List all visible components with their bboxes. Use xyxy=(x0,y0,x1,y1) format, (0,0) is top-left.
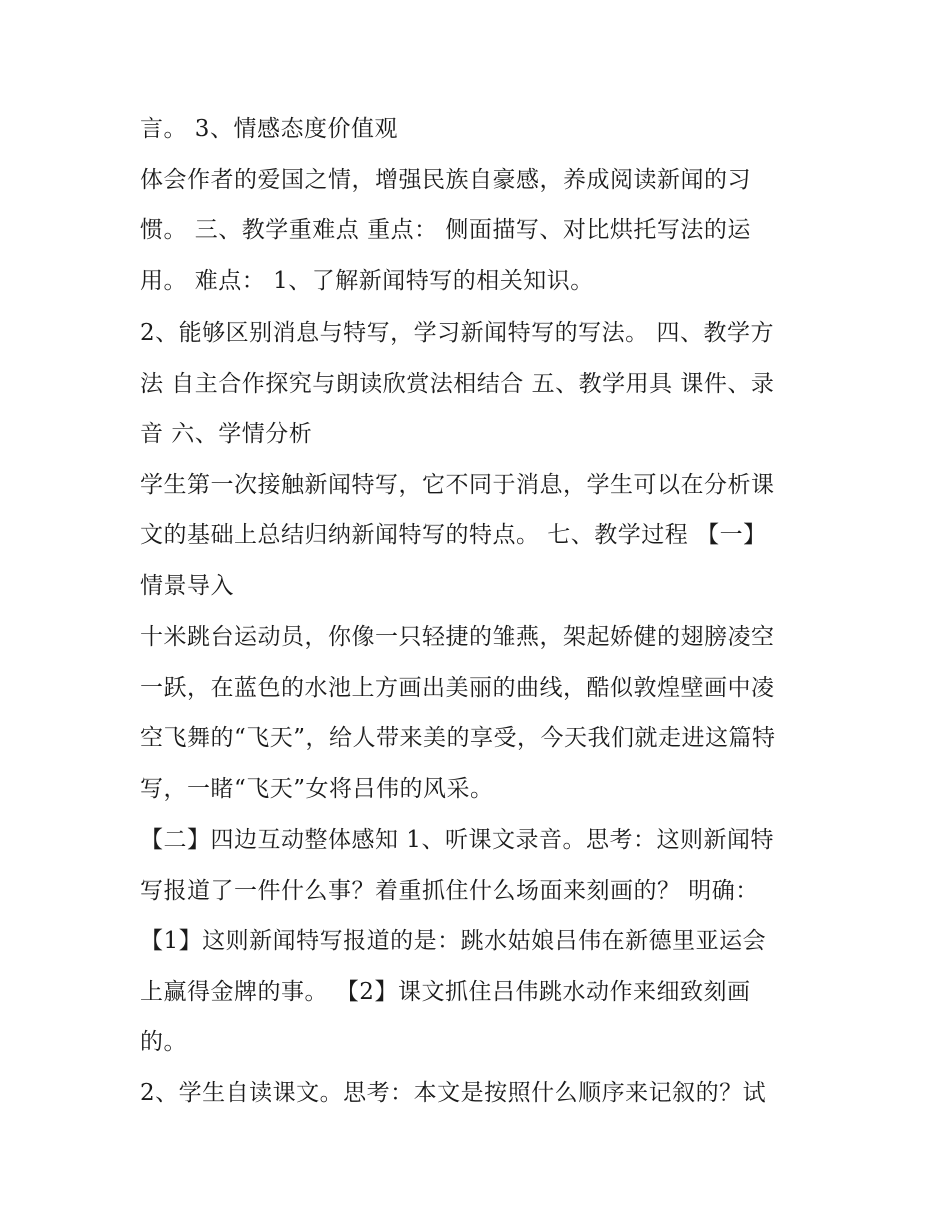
text-line: 【二】四边互动整体感知 1、听课文录音。思考：这则新闻特 xyxy=(140,827,774,853)
text-line: 音 六、学情分析 xyxy=(140,421,313,447)
text-line: 写报道了一件什么事？着重抓住什么场面来刻画的？ 明确： xyxy=(140,878,759,904)
text-line: 法 自主合作探究与朗读欣赏法相结合 五、教学用具 课件、录 xyxy=(140,371,775,397)
text-line: 文的基础上总结归纳新闻特写的特点。 七、教学过程 【一】 xyxy=(140,522,767,548)
text-line: 十米跳台运动员，你像一只轻捷的雏燕，架起娇健的翅膀凌空 xyxy=(140,624,775,650)
text-line: 【1】这则新闻特写报道的是：跳水姑娘吕伟在新德里亚运会 xyxy=(140,928,767,954)
text-line: 言。 3、情感态度价值观 xyxy=(140,116,398,142)
text-line: 体会作者的爱国之情，增强民族自豪感，养成阅读新闻的习 xyxy=(140,167,751,193)
text-line: 学生第一次接触新闻特写，它不同于消息，学生可以在分析课 xyxy=(140,472,775,498)
text-line: 空飞舞的“飞天”，给人带来美的享受，今天我们就走进这篇特 xyxy=(140,725,776,751)
text-line: 2、学生自读课文。思考：本文是按照什么顺序来记叙的？试 xyxy=(140,1080,767,1106)
text-line: 2、能够区别消息与特写，学习新闻特写的写法。 四、教学方 xyxy=(140,320,774,346)
text-line: 上赢得金牌的事。 【2】课文抓住吕伟跳水动作来细致刻画 xyxy=(140,979,751,1005)
text-line: 写，一睹“飞天”女将吕伟的风采。 xyxy=(140,776,494,802)
text-line: 一跃，在蓝色的水池上方画出美丽的曲线，酷似敦煌壁画中凌 xyxy=(140,675,775,701)
text-line: 情景导入 xyxy=(140,573,234,599)
text-line: 的。 xyxy=(140,1029,187,1055)
text-line: 惯。 三、教学重难点 重点： 侧面描写、对比烘托写法的运 xyxy=(140,217,751,243)
text-line: 用。 难点： 1、了解新闻特写的相关知识。 xyxy=(140,268,594,294)
